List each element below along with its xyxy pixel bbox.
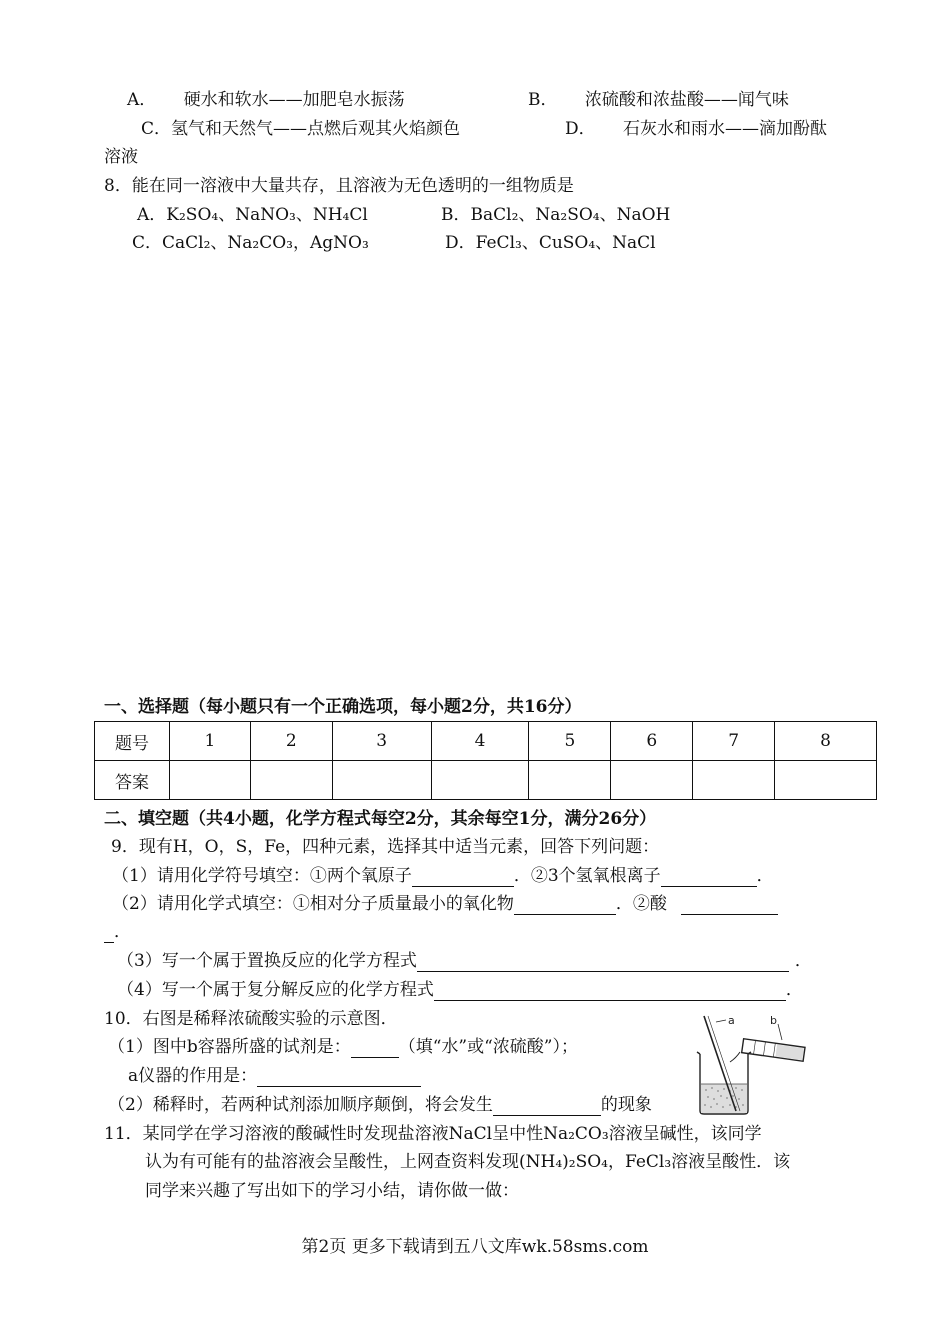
q9-part1-text-a: （1）请用化学符号填空：①两个氧原子 — [112, 866, 412, 886]
q10-part2-text-b: 的现象 — [600, 1095, 652, 1115]
question-number-cell: 4 — [431, 722, 529, 761]
q10-part2 — [108, 1094, 700, 1116]
answer-header-cell: 答案 — [95, 761, 170, 800]
q9-part2-text-b: ．②酸 — [615, 894, 667, 914]
q10-blank-phenomenon[interactable] — [493, 1097, 601, 1116]
q9-part1-text-b: ．②3个氢氧根离子 — [513, 866, 661, 886]
q7-option-c: C．氢气和天然气——点燃后观其火焰颜色 — [141, 119, 461, 139]
question-number-cell: 7 — [693, 722, 775, 761]
q9-part3-end: ． — [794, 951, 812, 971]
q10-part2-text-a: （2）稀释时，若两种试剂添加顺序颠倒，将会发生 — [108, 1095, 493, 1115]
q9-part3 — [117, 950, 812, 972]
q10-stem: 10．右图是稀释浓硫酸实验的示意图． — [104, 1009, 398, 1029]
figure-label-b: b — [770, 1014, 777, 1027]
q10-part1 — [108, 1036, 578, 1058]
q10-blank-reagent[interactable] — [351, 1039, 399, 1058]
q7-option-d-text: 石灰水和雨水——滴加酚酞 — [623, 119, 828, 139]
q10-part1-c — [128, 1065, 421, 1087]
question-number-cell: 6 — [611, 722, 693, 761]
answer-cell[interactable] — [611, 761, 693, 800]
q9-part2 — [112, 893, 778, 915]
q9-blank-acid-cont — [104, 924, 114, 943]
q9-part4-text: （4）写一个属于复分解反应的化学方程式 — [117, 980, 434, 1000]
question-number-cell: 1 — [169, 722, 250, 761]
q9-part3-text: （3）写一个属于置换反应的化学方程式 — [117, 951, 417, 971]
q10-part1-text-b: （填“水”或“浓硫酸”）； — [398, 1037, 578, 1057]
row-header-cell: 题号 — [95, 722, 170, 761]
q9-part2-end: ． — [114, 922, 131, 942]
q9-part1 — [112, 865, 774, 887]
q8-option-a: A．K₂SO₄、NaNO₃、NH₄Cl — [137, 205, 368, 225]
q7-option-a-label: A． — [127, 90, 157, 110]
q7-option-a-text: 硬水和软水——加肥皂水振荡 — [183, 90, 405, 110]
answer-cell[interactable] — [250, 761, 332, 800]
question-number-cell: 2 — [250, 722, 332, 761]
q8-option-c: C．CaCl₂、Na₂CO₃，AgNO₃ — [132, 233, 369, 253]
q9-blank-double-displacement[interactable] — [434, 982, 786, 1001]
answer-cell[interactable] — [775, 761, 877, 800]
answer-cell[interactable] — [431, 761, 529, 800]
q9-part4 — [117, 979, 803, 1001]
q8-stem: 8．能在同一溶液中大量共存，且溶液为无色透明的一组物质是 — [104, 176, 574, 196]
section1-title: 一、选择题（每小题只有一个正确选项，每小题2分，共16分） — [104, 697, 582, 717]
dilution-diagram — [686, 1012, 816, 1116]
q7-option-b-text: 浓硫酸和浓盐酸——闻气味 — [584, 90, 789, 110]
answer-cell[interactable] — [332, 761, 431, 800]
answer-table-number-row — [95, 722, 877, 761]
q9-blank-displacement[interactable] — [417, 953, 789, 972]
q10-blank-instrument-role[interactable] — [257, 1068, 421, 1087]
answer-cell[interactable] — [169, 761, 250, 800]
q7-option-b-label: B． — [528, 90, 558, 110]
q8-option-b: B．BaCl₂、Na₂SO₄、NaOH — [441, 205, 671, 225]
q9-part2-wrap — [104, 921, 131, 943]
test-tube — [742, 1039, 805, 1061]
page-footer: 第2页 更多下载请到五八文库wk.58sms.com — [301, 1237, 649, 1257]
answer-cell[interactable] — [693, 761, 775, 800]
q9-blank-oxide[interactable] — [514, 896, 616, 915]
q7-option-a — [127, 89, 405, 111]
q9-blank-hydroxide-ions[interactable] — [661, 868, 757, 887]
q11-line3: 同学来兴趣了写出如下的学习小结，请你做一做： — [145, 1181, 519, 1201]
q9-blank-oxygen-atoms[interactable] — [412, 868, 514, 887]
q11-line2: 认为有可能有的盐溶液会呈酸性，上网查资料发现(NH₄)₂SO₄，FeCl₃溶液呈酸性．该 — [145, 1152, 791, 1172]
q7-option-d-label: D． — [565, 119, 596, 139]
q9-blank-acid[interactable] — [681, 896, 778, 915]
q7-option-b — [528, 89, 789, 111]
answer-table — [94, 721, 877, 800]
q10-part1-text-a: （1）图中b容器所盛的试剂是： — [108, 1037, 351, 1057]
figure-label-a: a — [728, 1014, 735, 1027]
q7-option-d-wrap: 溶液 — [104, 147, 138, 167]
q9-part2-text-a: （2）请用化学式填空：①相对分子质量最小的氧化物 — [112, 894, 514, 914]
answer-table-answer-row — [95, 761, 877, 800]
question-number-cell: 5 — [529, 722, 611, 761]
section2-title: 二、填空题（共4小题，化学方程式每空2分，其余每空1分，满分26分） — [104, 809, 657, 829]
q9-part1-end: ． — [756, 866, 774, 886]
q7-option-d — [565, 118, 827, 140]
answer-cell[interactable] — [529, 761, 611, 800]
q9-part4-end: ． — [785, 980, 803, 1000]
beaker — [697, 1052, 751, 1114]
question-number-cell: 3 — [332, 722, 431, 761]
q9-stem: 9．现有H，O，S，Fe，四种元素，选择其中适当元素，回答下列问题： — [111, 837, 660, 857]
q10-part1-text-c: a仪器的作用是： — [128, 1066, 258, 1086]
q11-line1: 11．某同学在学习溶液的酸碱性时发现盐溶液NaCl呈中性Na₂CO₃溶液呈碱性，该同学 — [104, 1124, 762, 1144]
question-number-cell: 8 — [775, 722, 877, 761]
q8-option-d: D．FeCl₃、CuSO₄、NaCl — [445, 233, 656, 253]
